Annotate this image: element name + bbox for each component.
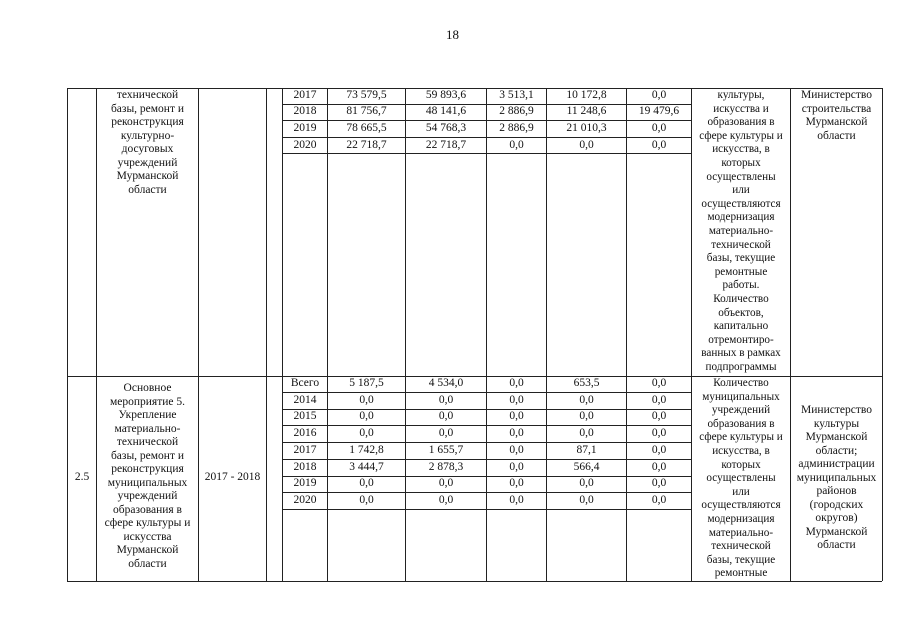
table-cell-c1: 48 141,6 [425, 105, 467, 117]
indicator-line: сфере культуры и [699, 431, 783, 444]
table-cell-c1: 0,0 [438, 427, 454, 439]
name-line: Укрепление [118, 409, 177, 421]
table-cell-total: 78 665,5 [346, 122, 387, 134]
indicator-line: учреждений [711, 404, 771, 417]
table-cell-c3: 10 172,8 [566, 89, 607, 101]
table-cell-year: 2020 [293, 494, 317, 506]
table-cell-c4: 0,0 [651, 477, 667, 489]
name-line: области [128, 557, 167, 570]
table-cell-c3: 87,1 [576, 444, 597, 456]
name-line: области [128, 183, 167, 196]
table-cell-c1: 22 718,7 [425, 139, 467, 151]
indicator-line: осуществляются [701, 499, 781, 512]
table-cell-c2: 2 886,9 [499, 105, 534, 117]
name-line: муниципальных [107, 476, 188, 489]
executor-line: (городских [809, 498, 864, 511]
indicator-line: осуществляются [701, 197, 781, 210]
table-cell-year: 2016 [293, 427, 317, 439]
executor-line: Министерство [801, 404, 872, 416]
indicator-line: отремонтиро- [708, 333, 774, 346]
table-cell-c1: 0,0 [438, 410, 454, 422]
table-cell-year: 2018 [293, 105, 317, 117]
table-cell-total: 0,0 [359, 410, 374, 422]
table-cell-c4: 0,0 [651, 89, 667, 101]
executor-line: Мурманской [805, 525, 868, 538]
executor-line: муниципальных [796, 471, 877, 484]
indicator-line: которых [721, 458, 761, 471]
table-cell-total: 81 756,7 [346, 105, 387, 117]
table-cell-c4: 0,0 [651, 494, 667, 506]
indicator-line: искусства и [713, 102, 769, 115]
table-cell-c1: 0,0 [438, 394, 454, 406]
executor-line: администрации [798, 458, 875, 470]
table-cell-year: 2015 [293, 410, 317, 422]
table-cell-year: 2019 [293, 477, 317, 489]
executor-line: районов [816, 485, 857, 497]
table-cell-c4: 0,0 [651, 444, 667, 456]
table-cell-c1: 2 878,3 [428, 461, 464, 473]
table-cell-c3: 21 010,3 [566, 122, 607, 134]
table-cell-year: 2014 [293, 394, 317, 406]
executor-line: области; [815, 444, 858, 457]
table-cell-c3: 0,0 [579, 139, 594, 151]
table-cell-year: 2018 [293, 461, 317, 473]
name-line: учреждений [117, 156, 178, 169]
indicator-line: или [732, 485, 750, 498]
table-cell-c3: 11 248,6 [566, 105, 607, 117]
indicator-line: подпрограммы [705, 360, 777, 373]
table-cell-total: 0,0 [359, 494, 374, 506]
table-cell-c3: 0,0 [579, 477, 594, 489]
indicator-line: образования в [707, 116, 775, 129]
table-cell-c1: 59 893,6 [425, 89, 467, 101]
name-line: технической [116, 436, 179, 448]
indicator-line: сфере культуры и [699, 129, 783, 142]
table-cell-c4: 19 479,6 [638, 105, 680, 117]
indicator-line: которых [721, 156, 761, 169]
table-cell-c4: 0,0 [651, 410, 667, 422]
indicator-line: объектов, [718, 306, 764, 319]
indicator-line: капитально [713, 320, 769, 333]
top-measure-name [97, 89, 198, 197]
name-line: искусства [123, 530, 172, 543]
indicator-line: ванных в рамках [701, 347, 781, 360]
name-line: базы, ремонт и [110, 102, 185, 115]
table-cell-year: 2020 [293, 139, 317, 151]
table-cell-c4: 0,0 [651, 377, 667, 389]
table-cell-c4: 0,0 [651, 427, 667, 439]
indicator-line: Количество [713, 292, 769, 305]
executor-line: округов) [815, 512, 858, 524]
name-line: материально- [114, 422, 181, 435]
executor-line: строительства [801, 102, 872, 115]
table-cell-c2: 0,0 [509, 427, 524, 439]
executor-line: культуры [813, 417, 860, 430]
indicator-line: муниципальных [702, 390, 780, 403]
indicator-line: базы, текущие [706, 252, 776, 265]
name-line: Мурманской [116, 544, 179, 556]
indicator-line: осуществлены [706, 472, 776, 485]
table-cell-year: Всего [290, 377, 320, 389]
table-cell-c3: 0,0 [579, 494, 594, 506]
name-line: культурно- [120, 129, 175, 142]
table-cell-total: 0,0 [359, 394, 374, 406]
table-cell-total: 3 444,7 [349, 461, 384, 473]
table-cell-c2: 0,0 [509, 394, 524, 406]
top-executor [791, 89, 882, 143]
table-cell-total: 22 718,7 [346, 139, 387, 151]
table-cell-year: 2017 [293, 444, 317, 456]
table-cell-c1: 1 655,7 [428, 444, 464, 456]
table-cell-c2: 0,0 [509, 410, 524, 422]
bottom-measure-name [97, 382, 198, 571]
table-cell-c2: 0,0 [509, 377, 524, 389]
table-cell-year: 2017 [293, 89, 317, 101]
name-line: технической [116, 89, 179, 101]
executor-line: Мурманской [805, 116, 868, 128]
table-cell-total: 0,0 [359, 477, 374, 489]
name-line: образования в [113, 503, 182, 516]
table-cell-c1: 54 768,3 [425, 122, 467, 134]
table-cell-c2: 0,0 [509, 461, 524, 473]
indicator-line: базы, текущие [706, 553, 776, 566]
name-line: учреждений [117, 490, 178, 502]
table-cell-c3: 0,0 [579, 427, 594, 439]
table-cell-c2: 0,0 [509, 494, 524, 506]
table-cell-c2: 2 886,9 [499, 122, 534, 134]
table-cell-total: 73 579,5 [346, 89, 387, 101]
table-cell-c4: 0,0 [651, 122, 667, 134]
executor-line: области [817, 129, 856, 142]
table-cell-c1: 0,0 [438, 494, 454, 506]
table-cell-c4: 0,0 [651, 394, 667, 406]
name-line: Основное [123, 382, 172, 394]
name-line: базы, ремонт и [110, 449, 185, 462]
table-cell-c2: 3 513,1 [499, 89, 534, 101]
name-line: реконструкция [111, 463, 184, 475]
table-cell-year: 2019 [293, 122, 317, 134]
table-cell-c3: 0,0 [579, 410, 594, 422]
indicator-line: материально- [708, 526, 774, 539]
indicator-line: Количество [713, 377, 769, 389]
indicator-line: или [732, 184, 750, 197]
name-line: реконструкция [111, 116, 184, 128]
table-cell-total: 0,0 [359, 427, 374, 439]
indicator-line: образования в [707, 417, 775, 430]
name-line: досуговых [121, 143, 174, 155]
executor-line: области [817, 539, 856, 551]
indicator-line: технической [711, 540, 771, 553]
indicator-line: культуры, [717, 89, 765, 101]
bottom-indicator [692, 377, 790, 581]
table-cell-c2: 0,0 [509, 444, 524, 456]
table-cell-c1: 4 534,0 [428, 377, 464, 389]
table-cell-c4: 0,0 [651, 461, 667, 473]
name-line: Мурманской [116, 170, 179, 182]
top-indicator [692, 89, 790, 374]
table-cell-c4: 0,0 [651, 139, 667, 151]
name-line: мероприятие 5. [109, 395, 185, 408]
bottom-executor [791, 404, 882, 553]
table-cell-c1: 0,0 [438, 477, 454, 489]
indicator-line: материально- [708, 224, 774, 237]
table-cell-total: 5 187,5 [349, 377, 384, 389]
executor-line: Министерство [801, 89, 872, 101]
table-cell-c3: 653,5 [573, 377, 600, 389]
indicator-line: ремонтные [714, 265, 768, 278]
indicator-line: технической [711, 238, 771, 251]
name-line: сфере культуры и [104, 517, 191, 529]
page-number: 18 [446, 27, 459, 42]
table-cell-c3: 0,0 [579, 394, 594, 406]
table-cell-c2: 0,0 [509, 477, 524, 489]
indicator-line: модернизация [707, 211, 775, 224]
table-cell-c3: 566,4 [573, 461, 600, 473]
indicator-line: осуществлены [706, 170, 776, 183]
indicator-line: искусства, в [712, 444, 770, 457]
period: 2017 - 2018 [204, 471, 261, 483]
indicator-line: работы. [722, 279, 760, 292]
row-number: 2.5 [74, 471, 90, 483]
indicator-line: модернизация [707, 512, 775, 525]
table-cell-total: 1 742,8 [349, 444, 384, 456]
table-cell-c2: 0,0 [509, 139, 524, 151]
indicator-line: искусства, в [712, 143, 770, 156]
executor-line: Мурманской [805, 431, 868, 443]
indicator-line: ремонтные [714, 567, 768, 580]
